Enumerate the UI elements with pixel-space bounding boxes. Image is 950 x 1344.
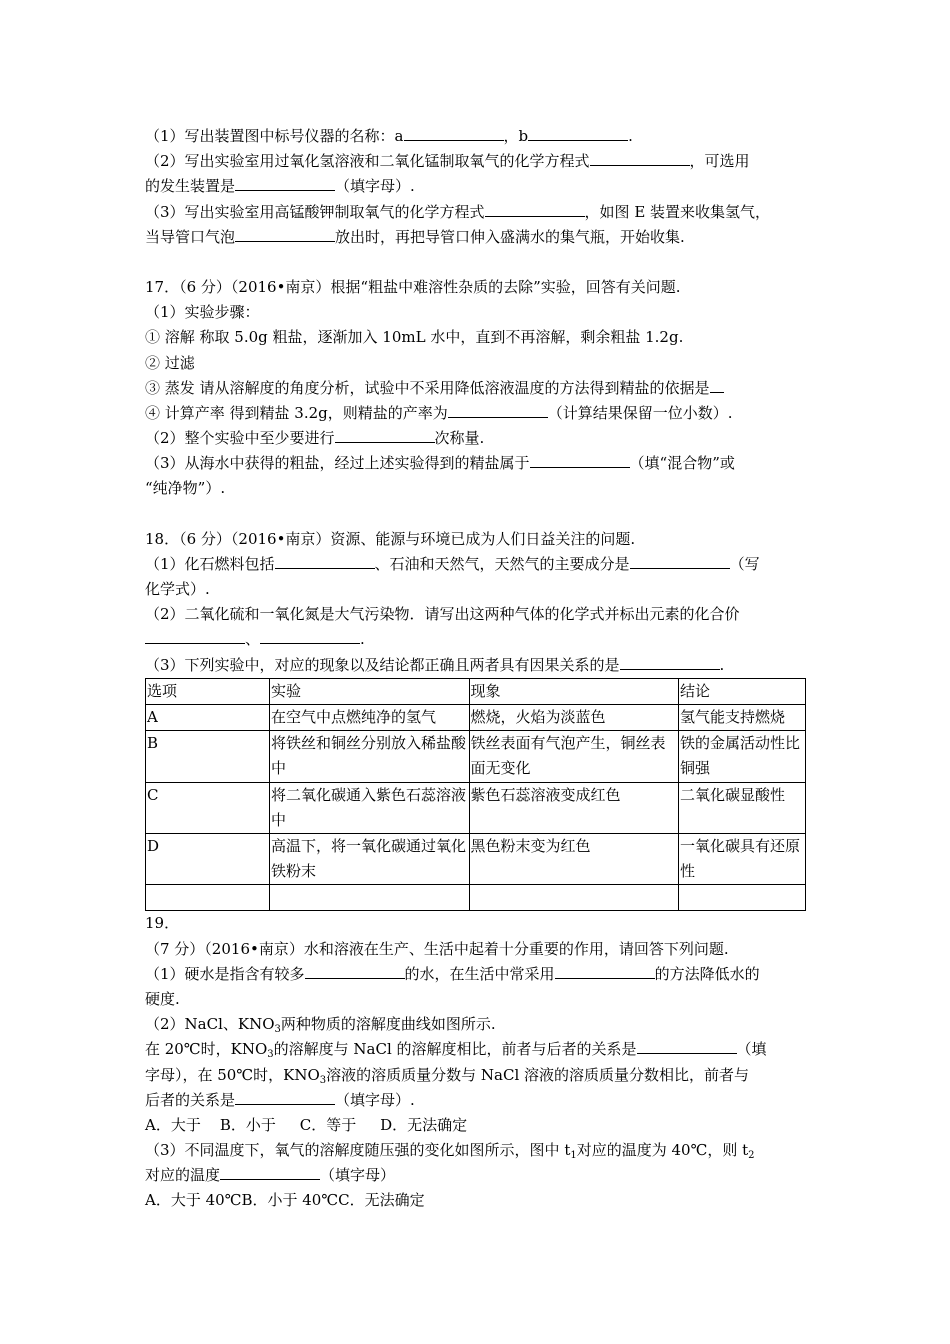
q18-line1: [145, 552, 810, 577]
answer-blank: [275, 552, 375, 569]
answer-blank: [555, 962, 655, 979]
table-cell: 二氧化碳显酸性: [678, 782, 805, 833]
table-cell: [270, 885, 470, 911]
q19-opts1: A．大于 B．小于 C．等于 D．无法确定: [145, 1115, 468, 1134]
table-cell: 在空气中点燃纯净的氢气: [270, 704, 470, 730]
q16-line1: [145, 124, 810, 149]
q19-p2c-post: 溶液的溶质质量分数与 NaCl 溶液的溶质质量分数相比，前者与: [326, 1065, 750, 1084]
q16-line5: [145, 225, 810, 250]
table-cell: [678, 885, 805, 911]
q16-line2: [145, 149, 810, 174]
table-cell: A: [146, 704, 270, 730]
subscript: 2: [748, 1150, 755, 1162]
table-row: [146, 731, 806, 782]
answer-blank: [235, 1088, 335, 1105]
table-cell: 铁丝表面有气泡产生，铜丝表面无变化: [469, 731, 678, 782]
q19-p3b-b: （填字母）: [320, 1166, 396, 1185]
q19-p3b-a: 对应的温度: [145, 1166, 221, 1185]
subscript: 3: [274, 1024, 281, 1036]
subscript: 1: [570, 1150, 577, 1162]
table-cell: 铁的金属活动性比铜强: [678, 731, 805, 782]
table-row: [146, 704, 806, 730]
q16-line4: [145, 200, 810, 225]
table-cell: 将二氧化碳通入紫色石蕊溶液中: [270, 782, 470, 833]
table-cell: [469, 885, 678, 911]
answer-blank: [590, 149, 690, 166]
table-cell: D: [146, 833, 270, 884]
q19-line2: [145, 1012, 810, 1037]
answer-blank: [528, 124, 628, 141]
q19-line6: [145, 1138, 810, 1163]
q19-p2b-mid: 的溶解度与 NaCl 的溶解度相比，前者与后者的关系是: [273, 1040, 637, 1059]
table-row: [146, 833, 806, 884]
q16-p1c: .: [628, 127, 633, 145]
q19-p1d: 硬度.: [145, 989, 180, 1008]
q19-p1a: （1）硬水是指含有较多: [145, 964, 305, 983]
q17-step3-text: ③ 蒸发 请从溶解度的角度分析，试验中不采用降低溶液温度的方法得到精盐的依据是: [145, 378, 710, 397]
q16-p2d: （填字母）.: [335, 177, 415, 196]
q17-step1: ① 溶解 称取 5.0g 粗盐，逐渐加入 10mL 水中，直到不再溶解，剩余粗盐 1.2g.: [145, 328, 684, 347]
subscript: 3: [319, 1074, 327, 1086]
q18-p1a: （1）化石燃料包括: [145, 554, 275, 573]
q19-line7: [145, 1163, 810, 1188]
answer-blank: [404, 124, 504, 141]
answer-blank: [485, 200, 585, 217]
q19-num: 19．: [145, 914, 180, 933]
q19-p2-pre: （2）NaCl、KNO: [145, 1015, 275, 1034]
q17-title: 17．（6 分）（2016•南京）根据“粗盐中难溶性杂质的去除”实验，回答有关问题.: [145, 277, 681, 296]
table-cell: 氢气能支持燃烧: [678, 704, 805, 730]
table-cell: 紫色石蕊溶液变成红色: [469, 782, 678, 833]
q19-line4: [145, 1063, 810, 1088]
table-cell: B: [146, 731, 270, 782]
q17-s3c: “纯净物”）.: [145, 479, 226, 498]
q18-p1d: 化学式）.: [145, 580, 210, 598]
q16-p3a: （3）写出实验室用高锰酸钾制取氧气的化学方程式: [145, 202, 485, 221]
answer-blank: [235, 174, 335, 191]
q16-line3: [145, 174, 810, 199]
table-cell: C: [146, 782, 270, 833]
q17-step4b: （计算结果保留一位小数）.: [547, 403, 733, 422]
table-cell: 燃烧，火焰为淡蓝色: [469, 704, 678, 730]
q17-step4: [145, 401, 810, 426]
table-cell: 高温下，将一氧化碳通过氧化铁粉末: [270, 833, 470, 884]
q17-step3: [145, 376, 810, 401]
q19-p2d-b: （填字母）.: [335, 1090, 415, 1109]
q18-p1c: （写: [729, 554, 760, 573]
table-header-row: [146, 678, 806, 704]
answer-blank: [260, 627, 360, 644]
table-header: 选项: [146, 678, 270, 704]
answer-blank: [235, 225, 335, 242]
q18-p3a: （3）下列实验中，对应的现象以及结论都正确且两者具有因果关系的是: [145, 655, 620, 674]
answer-blank: [220, 1163, 320, 1180]
q19-p2c-pre: 字母），在 50℃时，KNO: [145, 1065, 320, 1084]
answer-blank: [448, 401, 548, 418]
q19-p3-pre: （3）不同温度下，氧气的溶解度随压强的变化如图所示，图中 t: [145, 1141, 571, 1160]
answer-blank: [630, 552, 730, 569]
answer-blank: [620, 653, 720, 670]
q16-p1b: ，b: [503, 127, 529, 145]
q18-p2b: 、: [245, 630, 261, 649]
q19-p3-mid: 对应的温度为 40℃，则 t: [576, 1141, 749, 1160]
q16-p2a: （2）写出实验室用过氧化氢溶液和二氧化锰制取氧气的化学方程式: [145, 152, 590, 171]
q19-p2b-end: （填: [736, 1040, 767, 1059]
table-cell: 将铁丝和铜丝分别放入稀盐酸中: [270, 731, 470, 782]
q17-s3a: （3）从海水中获得的粗盐，经过上述实验得到的精盐属于: [145, 454, 530, 473]
table-header: 实验: [270, 678, 470, 704]
q19-p2b-pre: 在 20℃时，KNO: [145, 1040, 268, 1059]
q19-p2d-a: 后者的关系是: [145, 1090, 236, 1109]
q18-line2b: [145, 627, 810, 652]
subscript: 3: [267, 1049, 274, 1061]
q18-line3: [145, 653, 810, 678]
answer-blank: [145, 627, 245, 644]
q18-title: 18．（6 分）（2016•南京）资源、能源与环境已成为人们日益关注的问题.: [145, 529, 636, 548]
q17-step4a: ④ 计算产率 得到精盐 3.2g，则精盐的产率为: [145, 403, 448, 422]
q17-s2a: （2）整个实验中至少要进行: [145, 429, 335, 448]
q17-s2b: 次称量.: [434, 429, 485, 448]
q19-title: （7 分）（2016•南京）水和溶液在生产、生活中起着十分重要的作用，请回答下列问题.: [145, 939, 729, 958]
document-page: [145, 124, 810, 1214]
q17-s2: [145, 426, 810, 451]
q17-s1: （1）实验步骤：: [145, 303, 260, 322]
q16-p2c: 的发生装置是: [145, 177, 236, 196]
q19-line5: [145, 1088, 810, 1113]
answer-blank: [637, 1037, 737, 1054]
q18-p2c: .: [360, 630, 365, 649]
q17-s3b: （填“混合物”或: [629, 454, 735, 473]
q19-opts2: A．大于 40℃B．小于 40℃C．无法确定: [145, 1191, 425, 1210]
answer-blank: [335, 426, 435, 443]
q18-p1b: 、石油和天然气，天然气的主要成分是: [374, 554, 630, 573]
q17-s3: [145, 451, 810, 476]
q17-step2: ② 过滤: [145, 353, 195, 372]
experiment-table: [145, 678, 806, 912]
answer-blank: [305, 962, 405, 979]
q19-line3: [145, 1037, 810, 1062]
q19-p1b: 的水，在生活中常采用: [404, 964, 555, 983]
q16-p2b: ，可选用: [689, 152, 750, 171]
q19-p1c: 的方法降低水的: [654, 964, 760, 983]
table-header: 结论: [678, 678, 805, 704]
answer-blank: [710, 376, 724, 393]
q16-p3c: 当导管口气泡: [145, 227, 236, 246]
table-cell: 黑色粉末变为红色: [469, 833, 678, 884]
q16-p3d: 放出时，再把导管口伸入盛满水的集气瓶，开始收集.: [335, 227, 685, 246]
table-cell: [146, 885, 270, 911]
q18-p2a: （2）二氧化硫和一氧化氮是大气污染物．请写出这两种气体的化学式并标出元素的化合价: [145, 605, 740, 624]
table-cell: 一氧化碳具有还原性: [678, 833, 805, 884]
table-header: 现象: [469, 678, 678, 704]
q16-p3b: ，如图 E 装置来收集氢气，: [584, 202, 771, 221]
q19-line1: [145, 962, 810, 987]
q19-p2-post: 两种物质的溶解度曲线如图所示.: [280, 1015, 496, 1034]
table-row: [146, 782, 806, 833]
q18-p3b: .: [719, 655, 725, 674]
q16-p1a: （1）写出装置图中标号仪器的名称：a: [145, 127, 404, 145]
answer-blank: [530, 451, 630, 468]
table-row-empty: [146, 885, 806, 911]
